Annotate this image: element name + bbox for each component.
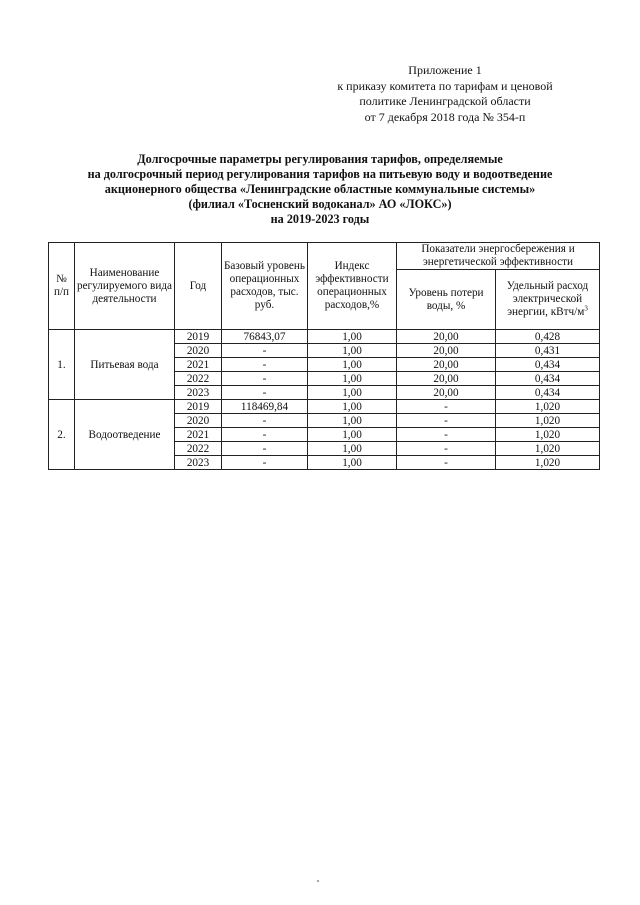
header-specific-energy-sup: 3 <box>584 304 588 313</box>
cell-index: 1,00 <box>308 456 397 470</box>
cell-year: 2020 <box>175 344 222 358</box>
cell-base: 118469,84 <box>222 400 308 414</box>
cell-base: - <box>222 386 308 400</box>
title-line: акционерного общества «Ленинградские областные коммунальные системы» <box>104 182 536 196</box>
cell-year: 2021 <box>175 428 222 442</box>
cell-year: 2019 <box>175 330 222 344</box>
header-specific-energy-text: Удельный расход электрической энергии, кВтч/м <box>506 280 589 318</box>
cell-base: - <box>222 456 308 470</box>
cell-specific: 0,431 <box>496 344 600 358</box>
header-activity: Наименование регулируемого вида деятельности <box>75 243 175 330</box>
cell-year: 2021 <box>175 358 222 372</box>
appendix-header <box>295 63 595 125</box>
cell-index: 1,00 <box>308 358 397 372</box>
cell-losses: 20,00 <box>397 372 496 386</box>
cell-losses: - <box>397 400 496 414</box>
parameters-table <box>48 242 600 470</box>
header-water-losses: Уровень потери воды, % <box>397 270 496 330</box>
cell-base: - <box>222 358 308 372</box>
cell-year: 2023 <box>175 456 222 470</box>
cell-year: 2020 <box>175 414 222 428</box>
cell-specific: 0,434 <box>496 358 600 372</box>
cell-losses: 20,00 <box>397 386 496 400</box>
cell-base: - <box>222 442 308 456</box>
row-number: 2. <box>49 400 75 470</box>
cell-index: 1,00 <box>308 372 397 386</box>
cell-base: - <box>222 414 308 428</box>
cell-losses: 20,00 <box>397 344 496 358</box>
title-line: на долгосрочный период регулирования тарифов на питьевую воду и водоотведение <box>87 167 553 181</box>
cell-base: - <box>222 344 308 358</box>
title-line: Долгосрочные параметры регулирования тарифов, определяемые <box>137 152 503 166</box>
cell-index: 1,00 <box>308 344 397 358</box>
cell-losses: - <box>397 428 496 442</box>
title-line: на 2019-2023 годы <box>270 212 370 226</box>
cell-index: 1,00 <box>308 330 397 344</box>
table-row <box>49 400 600 414</box>
cell-specific: 0,434 <box>496 372 600 386</box>
cell-index: 1,00 <box>308 442 397 456</box>
document-title <box>40 152 600 227</box>
title-line: (филиал «Тосненский водоканал» АО «ЛОКС») <box>188 197 452 211</box>
header-num: № п/п <box>49 243 75 330</box>
cell-specific: 1,020 <box>496 414 600 428</box>
header-base-opex: Базовый уровень операционных расходов, тыс. руб. <box>222 243 308 330</box>
row-number: 1. <box>49 330 75 400</box>
activity-name: Водоотведение <box>75 400 175 470</box>
activity-name: Питьевая вода <box>75 330 175 400</box>
cell-losses: - <box>397 442 496 456</box>
cell-losses: 20,00 <box>397 330 496 344</box>
header-row <box>49 243 600 270</box>
cell-specific: 1,020 <box>496 428 600 442</box>
cell-index: 1,00 <box>308 400 397 414</box>
header-year: Год <box>175 243 222 330</box>
cell-losses: 20,00 <box>397 358 496 372</box>
cell-year: 2022 <box>175 372 222 386</box>
header-energy-group: Показатели энергосбережения и энергетической эффективности <box>397 243 600 270</box>
cell-specific: 0,434 <box>496 386 600 400</box>
cell-specific: 1,020 <box>496 400 600 414</box>
cell-base: - <box>222 428 308 442</box>
cell-year: 2023 <box>175 386 222 400</box>
cell-losses: - <box>397 456 496 470</box>
cell-index: 1,00 <box>308 414 397 428</box>
cell-base: - <box>222 372 308 386</box>
table-row <box>49 330 600 344</box>
cell-base: 76843,07 <box>222 330 308 344</box>
cell-index: 1,00 <box>308 386 397 400</box>
header-specific-energy <box>496 270 600 330</box>
cell-index: 1,00 <box>308 428 397 442</box>
cell-losses: - <box>397 414 496 428</box>
cell-year: 2019 <box>175 400 222 414</box>
cell-specific: 1,020 <box>496 442 600 456</box>
cell-year: 2022 <box>175 442 222 456</box>
table-body <box>49 330 600 470</box>
cell-specific: 0,428 <box>496 330 600 344</box>
appendix-line: к приказу комитета по тарифам и ценовой <box>337 78 553 93</box>
header-efficiency-index: Индекс эффективности операционных расходов,% <box>308 243 397 330</box>
appendix-line: политике Ленинградской области <box>359 94 531 108</box>
appendix-line: от 7 декабря 2018 года № 354-п <box>364 109 526 124</box>
appendix-line: Приложение 1 <box>408 63 482 77</box>
scan-speck <box>317 880 319 882</box>
cell-specific: 1,020 <box>496 456 600 470</box>
